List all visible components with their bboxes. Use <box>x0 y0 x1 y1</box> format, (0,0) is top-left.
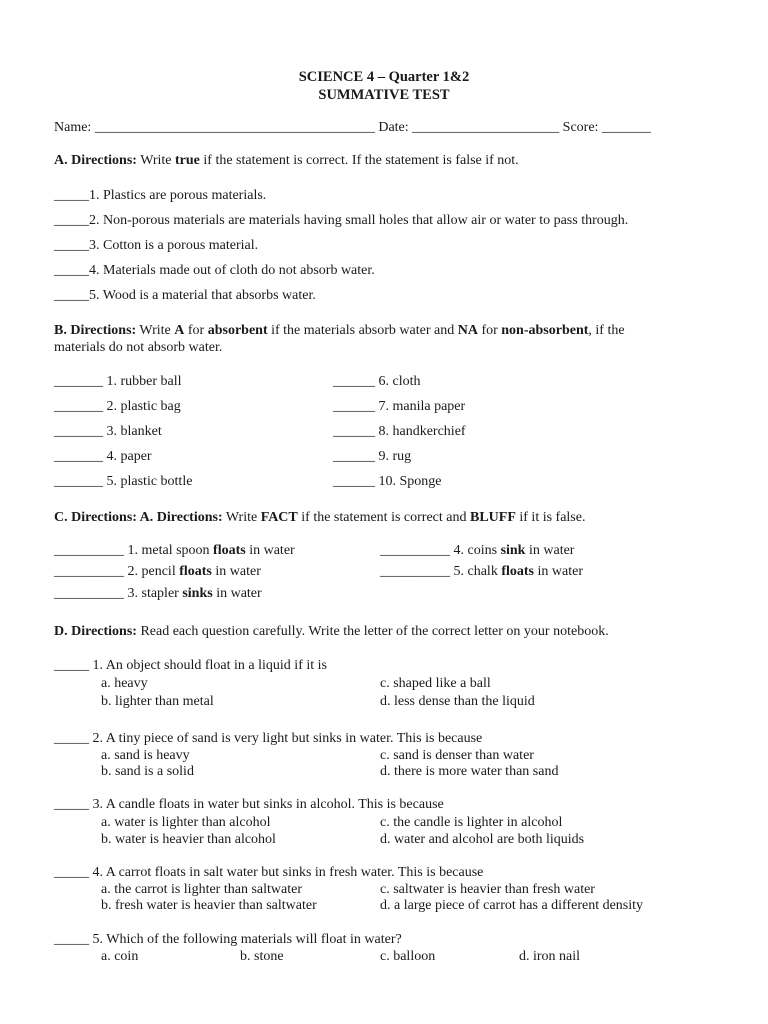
directions-text: , if the <box>588 323 625 338</box>
section-b-item <box>333 374 421 391</box>
question-text: 5. Which of the following materials will float in water? <box>89 932 402 947</box>
answer-blank[interactable]: __________ <box>54 564 124 579</box>
page-title: SCIENCE 4 – Quarter 1&2 <box>298 69 470 85</box>
name-date-score-row <box>54 120 651 137</box>
section-a-item <box>54 188 266 205</box>
section-b-item <box>54 449 152 466</box>
choice-c: c. the candle is lighter in alcohol <box>380 815 563 830</box>
question-stem <box>54 932 402 949</box>
item-keyword: floats <box>213 543 246 558</box>
choice-b: b. lighter than metal <box>101 694 214 709</box>
section-b-item <box>333 424 466 441</box>
choice-c: c. sand is denser than water <box>380 748 534 763</box>
question-text: 4. A carrot floats in salt water but sinks in fresh water. This is because <box>89 865 484 880</box>
section-a-item <box>54 263 375 280</box>
choice-d: d. there is more water than sand <box>380 764 559 779</box>
section-c-item <box>54 586 262 603</box>
question-text: 2. A tiny piece of sand is very light but sinks in water. This is because <box>89 731 483 746</box>
item-text: in water <box>525 543 575 558</box>
item-text: in water <box>212 586 262 601</box>
section-a-heading: A. Directions: <box>54 153 137 168</box>
directions-keyword: FACT <box>260 510 298 525</box>
directions-keyword: absorbent <box>207 323 268 338</box>
item-text: 1. rubber ball <box>103 374 182 389</box>
question-stem <box>54 797 444 814</box>
section-a-item <box>54 238 258 255</box>
item-text: 5. chalk <box>450 564 502 579</box>
answer-blank[interactable]: ______ <box>333 374 375 389</box>
directions-text: for <box>184 323 208 338</box>
choice-b: b. stone <box>240 949 284 964</box>
page-subtitle: SUMMATIVE TEST <box>318 87 450 103</box>
answer-blank[interactable]: ______ <box>333 449 375 464</box>
section-c-item <box>54 564 261 581</box>
section-d-heading: D. Directions: <box>54 624 137 639</box>
answer-blank[interactable]: _____ <box>54 288 89 303</box>
choice-b: b. water is heavier than alcohol <box>101 832 276 847</box>
item-text: in water <box>534 564 583 579</box>
item-text: 4. coins <box>450 543 501 558</box>
item-text: 4. Materials made out of cloth do not absorb water. <box>89 263 375 278</box>
choice-d: d. water and alcohol are both liquids <box>380 832 585 847</box>
item-text: 10. Sponge <box>375 474 442 489</box>
directions-text: Write <box>136 153 176 168</box>
choice-b: b. fresh water is heavier than saltwater <box>101 898 317 913</box>
section-b-item <box>54 399 181 416</box>
score-label: Score: <box>562 120 599 135</box>
item-keyword: sinks <box>182 586 213 601</box>
section-a-directions <box>54 153 519 170</box>
directions-keyword: non-absorbent <box>501 323 589 338</box>
section-b-heading: B. Directions: <box>54 323 137 338</box>
section-c-item <box>380 543 574 560</box>
item-keyword: sink <box>500 543 526 558</box>
answer-blank[interactable]: _____ <box>54 263 89 278</box>
directions-text: if the statement is correct. If the statement is false if not. <box>199 153 519 168</box>
directions-text: if the statement is correct and <box>297 510 470 525</box>
answer-blank[interactable]: _______ <box>54 374 103 389</box>
answer-blank[interactable]: __________ <box>54 586 124 601</box>
answer-blank[interactable]: _______ <box>54 474 103 489</box>
item-keyword: floats <box>501 564 534 579</box>
item-text: 1. Plastics are porous materials. <box>89 188 267 203</box>
directions-keyword: BLUFF <box>469 510 516 525</box>
item-text: 2. plastic bag <box>103 399 181 414</box>
answer-blank[interactable]: ______ <box>333 424 375 439</box>
section-b-item <box>54 474 192 491</box>
item-text: 7. manila paper <box>375 399 466 414</box>
item-text: 2. Non-porous materials are materials having small holes that allow air or water to pass through. <box>89 213 629 228</box>
answer-blank[interactable]: ______ <box>333 474 375 489</box>
date-field[interactable]: _____________________ <box>412 120 560 135</box>
directions-text: Write <box>136 323 175 338</box>
item-text: 8. handkerchief <box>375 424 466 439</box>
item-text: 5. Wood is a material that absorbs water. <box>89 288 316 303</box>
directions-keyword: A <box>174 323 185 338</box>
item-text: 4. paper <box>103 449 152 464</box>
section-b-item <box>54 424 162 441</box>
answer-blank[interactable]: _____ <box>54 797 89 812</box>
answer-blank[interactable]: _______ <box>54 424 103 439</box>
item-text: 5. plastic bottle <box>103 474 193 489</box>
score-field[interactable]: _______ <box>601 120 651 135</box>
choice-a: a. sand is heavy <box>101 748 190 763</box>
item-text: 3. blanket <box>103 424 162 439</box>
directions-text: for <box>477 323 502 338</box>
section-c-item <box>54 543 295 560</box>
name-label: Name: <box>54 120 92 135</box>
answer-blank[interactable]: ______ <box>333 399 375 414</box>
section-c-item <box>380 564 583 581</box>
question-stem <box>54 731 482 748</box>
answer-blank[interactable]: _____ <box>54 188 89 203</box>
answer-blank[interactable]: __________ <box>380 543 450 558</box>
section-d-directions <box>54 624 609 641</box>
answer-blank[interactable]: __________ <box>380 564 450 579</box>
directions-keyword: NA <box>457 323 478 338</box>
answer-blank[interactable]: _____ <box>54 932 89 947</box>
item-text: 3. stapler <box>124 586 183 601</box>
item-text: 9. rug <box>375 449 412 464</box>
section-b-item <box>333 399 465 416</box>
item-keyword: floats <box>179 564 212 579</box>
answer-blank[interactable]: _______ <box>54 399 103 414</box>
answer-blank[interactable]: _____ <box>54 658 89 673</box>
choice-a: a. the carrot is lighter than saltwater <box>101 882 302 897</box>
answer-blank[interactable]: _____ <box>54 865 89 880</box>
section-a-item <box>54 213 628 230</box>
answer-blank[interactable]: __________ <box>54 543 124 558</box>
choice-d: d. less dense than the liquid <box>380 694 535 709</box>
item-text: 6. cloth <box>375 374 421 389</box>
question-text: 1. An object should float in a liquid if it is <box>89 658 327 673</box>
directions-text: Write <box>222 510 261 525</box>
section-b-directions-line2: materials do not absorb water. <box>54 340 223 355</box>
answer-blank[interactable]: _____ <box>54 731 89 746</box>
section-c-heading: C. Directions: A. Directions: <box>54 510 223 525</box>
question-stem <box>54 865 483 882</box>
item-text: 2. pencil <box>124 564 180 579</box>
section-a-item <box>54 288 316 305</box>
section-b-directions <box>54 323 625 340</box>
choice-c: c. saltwater is heavier than fresh water <box>380 882 595 897</box>
directions-keyword: true <box>175 153 200 168</box>
section-b-item <box>333 449 411 466</box>
choice-a: a. coin <box>101 949 139 964</box>
item-text: 3. Cotton is a porous material. <box>89 238 259 253</box>
answer-blank[interactable]: _____ <box>54 238 89 253</box>
section-c-directions <box>54 510 585 527</box>
choice-c: c. balloon <box>380 949 436 964</box>
question-text: 3. A candle floats in water but sinks in alcohol. This is because <box>89 797 444 812</box>
directions-text: if the materials absorb water and <box>267 323 458 338</box>
item-text: in water <box>245 543 295 558</box>
choice-d: d. iron nail <box>519 949 581 964</box>
item-text: 1. metal spoon <box>124 543 214 558</box>
section-b-item <box>333 474 442 491</box>
date-label: Date: <box>378 120 409 135</box>
directions-text: Read each question carefully. Write the letter of the correct letter on your notebook. <box>136 624 609 639</box>
section-b-item <box>54 374 182 391</box>
directions-text: if it is false. <box>515 510 586 525</box>
answer-blank[interactable]: _____ <box>54 213 89 228</box>
choice-c: c. shaped like a ball <box>380 676 491 691</box>
question-stem <box>54 658 327 675</box>
choice-a: a. water is lighter than alcohol <box>101 815 271 830</box>
choice-a: a. heavy <box>101 676 148 691</box>
answer-blank[interactable]: _______ <box>54 449 103 464</box>
name-field[interactable]: ________________________________________ <box>94 120 375 135</box>
choice-d: d. a large piece of carrot has a different density <box>380 898 644 913</box>
choice-b: b. sand is a solid <box>101 764 194 779</box>
item-text: in water <box>211 564 261 579</box>
